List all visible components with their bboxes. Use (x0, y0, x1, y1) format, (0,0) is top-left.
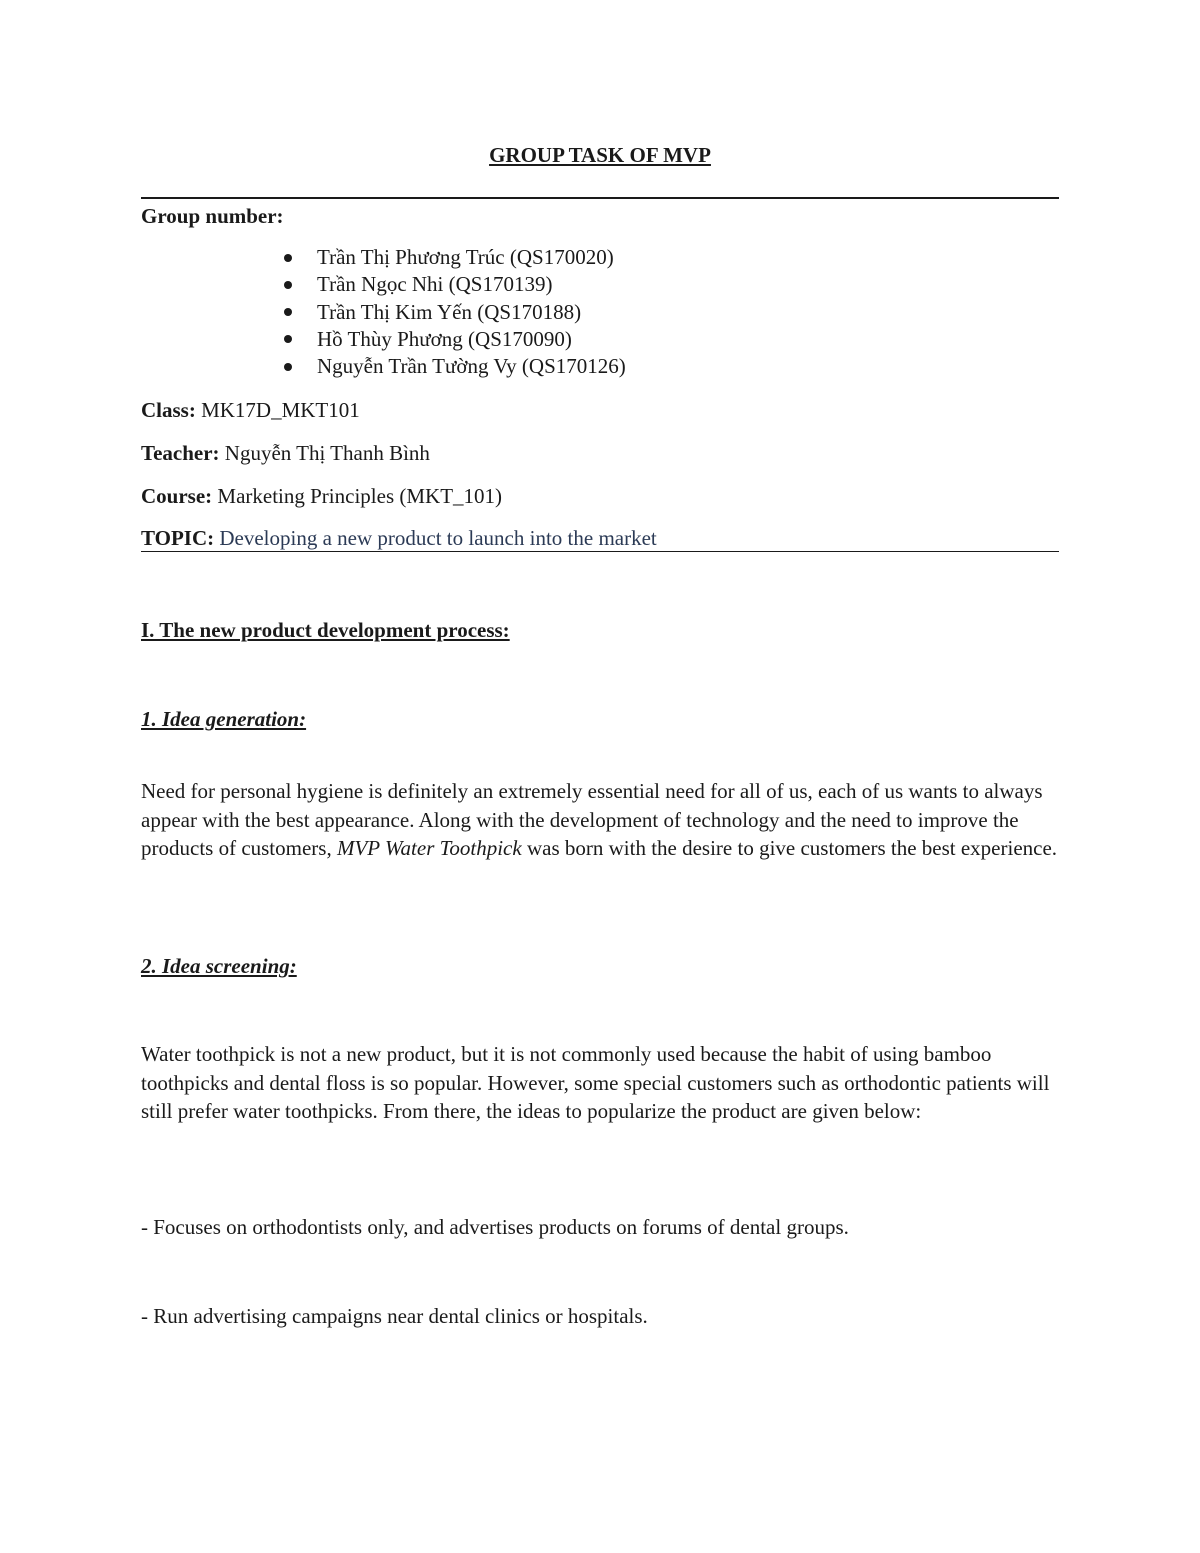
member-name: Trần Ngọc Nhi (QS170139) (317, 272, 553, 297)
member-name: Nguyễn Trần Tường Vy (QS170126) (317, 354, 626, 379)
member-item (317, 271, 626, 298)
teacher-value: Nguyễn Thị Thanh Bình (219, 441, 430, 465)
course-field (141, 483, 502, 510)
topic-label: TOPIC: (141, 526, 215, 550)
idea-bullet: - Focuses on orthodontists only, and advertises products on forums of dental groups. (141, 1215, 849, 1239)
section-heading: I. The new product development process: (141, 618, 510, 642)
member-item (317, 326, 626, 353)
course-label: Course: (141, 484, 213, 508)
member-list (141, 244, 626, 380)
member-item (317, 353, 626, 380)
bullet-icon (284, 254, 292, 262)
course-value: Marketing Principles (MKT_101) (212, 484, 503, 508)
bullet-icon (284, 308, 292, 316)
top-divider (141, 197, 1059, 199)
member-name: Hồ Thùy Phương (QS170090) (317, 326, 572, 351)
paragraph-text: was born with the desire to give customers the best experience. (521, 836, 1058, 861)
bullet-icon (284, 335, 292, 343)
bullet-icon (284, 281, 292, 289)
idea-bullet: - Run advertising campaigns near dental clinics or hospitals. (141, 1304, 648, 1328)
bullet-icon (284, 363, 292, 371)
document-page (141, 0, 1059, 1553)
group-number-label: Group number: (141, 204, 284, 228)
product-name: MVP Water Toothpick (336, 836, 522, 861)
idea-generation-paragraph (141, 777, 1059, 863)
topic-field (141, 525, 657, 552)
paragraph-text: Need for personal hygiene is definitely an extremely essential need for all of us, each of us wants to always appear with the best appearance. Along with the development of technology and the need to improve the products of customers, (141, 779, 1043, 861)
idea-screening-paragraph: Water toothpick is not a new product, but it is not commonly used because the habit of using bamboo toothpicks and dental floss is so popular. However, some special customers such as orthodontic patients will still prefer water toothpicks. From there, the ideas to popularize the product are given below: (141, 1042, 1050, 1124)
class-value: MK17D_MKT101 (195, 398, 360, 422)
member-name: Trần Thị Phương Trúc (QS170020) (317, 245, 614, 269)
member-item (317, 299, 626, 326)
topic-value: Developing a new product to launch into the market (214, 526, 657, 550)
member-item (317, 244, 626, 271)
idea-generation-heading: 1. Idea generation: (141, 707, 307, 731)
idea-screening-heading: 2. Idea screening: (141, 954, 297, 978)
teacher-label: Teacher: (141, 441, 220, 465)
document-title: GROUP TASK OF MVP (489, 143, 711, 167)
bottom-divider (141, 551, 1059, 552)
class-label: Class: (141, 398, 196, 422)
class-field (141, 397, 360, 424)
teacher-field (141, 440, 430, 467)
member-name: Trần Thị Kim Yến (QS170188) (317, 299, 582, 324)
